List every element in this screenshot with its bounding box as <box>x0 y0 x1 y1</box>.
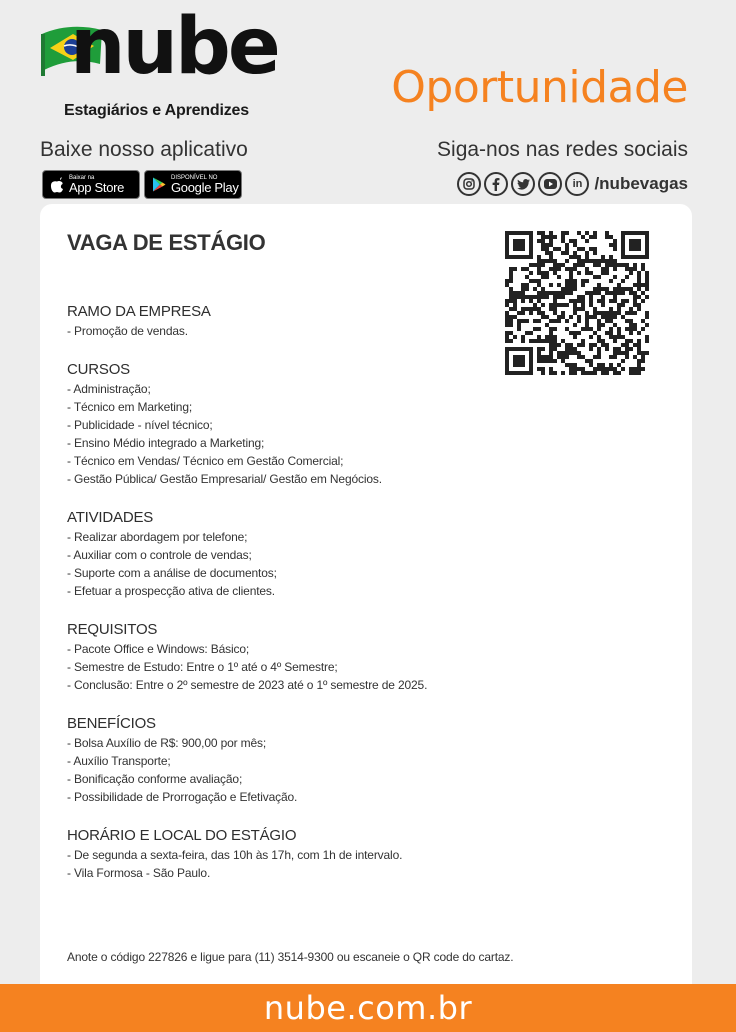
list-item: - Semestre de Estudo: Entre o 1º até o 4º Semestre; <box>67 660 338 674</box>
section-list <box>67 640 507 694</box>
section-heading: REQUISITOS <box>67 621 158 638</box>
job-title: VAGA DE ESTÁGIO <box>67 230 266 255</box>
section-heading: HORÁRIO E LOCAL DO ESTÁGIO <box>67 827 297 844</box>
job-content <box>67 230 507 902</box>
list-item: - De segunda a sexta-feira, das 10h às 17h, com 1h de intervalo. <box>67 848 403 862</box>
list-item: - Ensino Médio integrado a Marketing; <box>67 436 265 450</box>
list-item: - Técnico em Vendas/ Técnico em Gestão Comercial; <box>67 454 344 468</box>
job-section <box>67 508 507 600</box>
list-item: - Suporte com a análise de documentos; <box>67 566 277 580</box>
job-sections <box>67 302 507 882</box>
section-list <box>67 528 507 600</box>
list-item: - Publicidade - nível técnico; <box>67 418 213 432</box>
job-card <box>40 204 692 984</box>
social-label: Siga-nos nas redes sociais <box>437 138 688 161</box>
site-link[interactable]: nube.com.br <box>263 989 473 1027</box>
store-badges <box>42 170 242 199</box>
job-section <box>67 360 507 488</box>
app-store-button[interactable] <box>42 170 140 199</box>
list-item: - Possibilidade de Prorrogação e Efetivação. <box>67 790 298 804</box>
youtube-icon[interactable] <box>538 172 562 196</box>
nube-logo[interactable] <box>40 2 278 126</box>
job-section <box>67 714 507 806</box>
list-item: - Gestão Pública/ Gestão Empresarial/ Gestão em Negócios. <box>67 472 382 486</box>
job-section <box>67 302 507 340</box>
google-play-big: Google Play <box>171 180 239 195</box>
qr-code[interactable] <box>505 231 649 375</box>
google-play-button[interactable] <box>144 170 242 199</box>
linkedin-icon[interactable]: in <box>565 172 589 196</box>
instagram-icon[interactable] <box>457 172 481 196</box>
list-item: - Bonificação conforme avaliação; <box>67 772 243 786</box>
section-heading: CURSOS <box>67 361 130 378</box>
app-store-small: Baixar na <box>69 175 95 181</box>
list-item: - Técnico em Marketing; <box>67 400 193 414</box>
job-section <box>67 826 507 882</box>
section-heading: RAMO DA EMPRESA <box>67 303 211 320</box>
app-store-big: App Store <box>69 180 125 195</box>
section-list <box>67 322 507 340</box>
app-download-label: Baixe nosso aplicativo <box>40 138 248 161</box>
list-item: - Conclusão: Entre o 2º semestre de 2023 até o 1º semestre de 2025. <box>67 678 428 692</box>
logo-subtitle: Estagiários e Aprendizes <box>64 102 249 119</box>
list-item: - Vila Formosa - São Paulo. <box>67 866 211 880</box>
list-item: - Bolsa Auxílio de R$: 900,00 por mês; <box>67 736 267 750</box>
facebook-icon[interactable] <box>484 172 508 196</box>
contact-note: Anote o código 227826 e ligue para (11) 3514-9300 ou escaneie o QR code do cartaz. <box>67 950 514 964</box>
google-play-icon <box>152 177 166 192</box>
social-handle[interactable]: /nubevagas <box>594 174 688 193</box>
list-item: - Auxílio Transporte; <box>67 754 171 768</box>
list-item: - Pacote Office e Windows: Básico; <box>67 642 250 656</box>
section-heading: BENEFÍCIOS <box>67 715 156 732</box>
job-section <box>67 620 507 694</box>
list-item: - Auxiliar com o controle de vendas; <box>67 548 252 562</box>
twitter-icon[interactable] <box>511 172 535 196</box>
section-list <box>67 380 507 488</box>
social-links <box>457 172 688 196</box>
section-list <box>67 846 507 882</box>
section-heading: ATIVIDADES <box>67 509 154 526</box>
list-item: - Promoção de vendas. <box>67 324 188 338</box>
apple-icon <box>50 177 64 193</box>
headline: Oportunidade <box>391 62 688 113</box>
header <box>0 0 736 204</box>
logo-word: nube <box>70 2 278 92</box>
list-item: - Efetuar a prospecção ativa de clientes. <box>67 584 275 598</box>
bottom-bar <box>0 984 736 1032</box>
list-item: - Realizar abordagem por telefone; <box>67 530 248 544</box>
list-item: - Administração; <box>67 382 151 396</box>
section-list <box>67 734 507 806</box>
google-play-small: DISPONÍVEL NO <box>171 175 218 181</box>
